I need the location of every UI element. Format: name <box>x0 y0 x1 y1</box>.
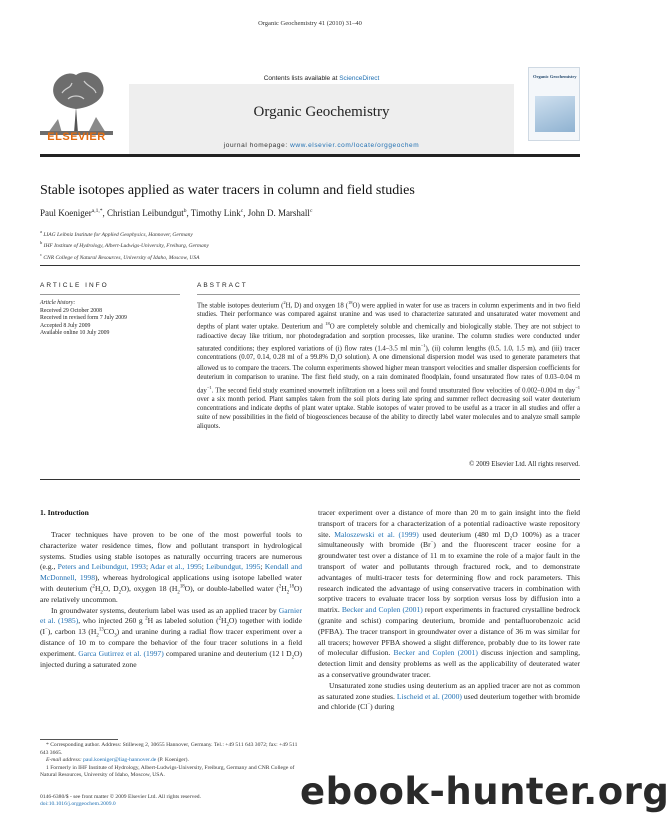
abstract-copyright: © 2009 Elsevier Ltd. All rights reserved. <box>469 461 580 468</box>
history-accepted: Accepted 8 July 2009 <box>40 322 91 329</box>
abstract-bottom-rule <box>40 479 580 480</box>
footnote-formerly: 1 Formerly in IHF Institute of Hydrology, Albert-Ludwigs-University, Freiburg, Germany and CNR College of Natural Resources, University of Idaho, Moscow, USA. <box>40 764 295 779</box>
homepage-prefix: journal homepage: <box>223 142 291 149</box>
article-info-heading: ARTICLE INFO <box>40 282 109 289</box>
email-label: E-mail address: <box>46 757 84 764</box>
affiliations <box>40 228 580 262</box>
doi-link[interactable]: doi:10.1016/j.orggeochem.2009.0 <box>40 801 116 808</box>
article-identifiers <box>40 794 300 808</box>
abstract-text: The stable isotopes deuterium ($^2$H, D) and oxygen 18 ($^{18}$O) were applied in water for use as tracers in column experiments and in two field studies. Their performance was compared against uranine and was used to characterize saturated and unsaturated water movement and depths of plant water uptake. Deuterium and $^{18}$O are completely soluble and chemically and biologically stable. They are not subject to radioactive decay like tritium, nor photodegradation and sorption processes, like uranine. The column studies were conducted under saturated conditions; they explored variations of (i) flow rates (1.4–3.5 ml $\min^{-1}$), (ii) column lengths (0.5, 1.0, 1.5 m), and (iii) tracer concentrations (0.07, 0.14, 0.28 ml of a 99.8% $D_2O$ solution). A one dimensional dispersion model was used to generate parameters that allowed us to compare the tracers. The column experiments showed higher mean transport velocities and smaller dispersion coefficients for deuterium in comparison to uranine. The first field study, on a rain dominated floodplain, found unsaturated flow rates of 0.03–0.04 m day$^{-1}$. The second field study examined snowmelt infiltration on a loess soil and found unsaturated flow velocities of 0.002–0.004 m day$^{-1}$ over a six month period. Plant samples taken from the soil plots during late spring and summer reflect decreasing soil water deuterium concentrations and indicate depths of plant water uptake. Stable isotopes of water proved to be useful as a tracer in all studies and offer a suite of new possibilities in the field of biogeosciences because of the ability to directly label water molecules and to analyze small sample aliquots. <box>197 300 580 430</box>
contents-prefix: Contents lists available at <box>263 75 340 82</box>
elsevier-tree-logo <box>40 67 113 137</box>
affiliation-item <box>40 251 580 262</box>
elsevier-wordmark: ELSEVIER <box>47 131 106 143</box>
author-marks[interactable]: c <box>240 208 244 214</box>
author-marks[interactable]: c <box>309 208 313 214</box>
history-label: Article history: <box>40 300 76 306</box>
abstract-heading: ABSTRACT <box>197 282 248 289</box>
email-suffix: (P. Koeniger). <box>156 757 189 764</box>
body-paragraph: Tracer techniques have proven to be one of the most powerful tools to characterize water residence times, flow and pollutant transport in hydrological systems. Studies using stable isotopes as naturally occurring tracers are numerous (e.g., Peters and Leibundgut, 1993; Adar et al., 1995; Leibundgut, 1995; Kendall and McDonnell, 1998), whereas hydrological applications using isotope labelled water with deuterium ($^2H_2O$, $D_2O$), oxygen 18 $(H_2^{18}O)$, or double-labelled water $(^2H_2^{18}O)$ are relatively uncommon. <box>40 530 302 604</box>
footnotes <box>40 742 302 780</box>
author-list: Paul Koeniger$^{a,1,*}$, Christian Leibundgut$^b$, Timothy Link$^c$, John D. Marshall$^c$ <box>40 208 313 218</box>
email-link[interactable]: paul.koeniger@liag-hannover.de <box>83 757 157 764</box>
journal-homepage <box>129 142 514 149</box>
body-column-left <box>40 530 302 670</box>
author-name: John D. Marshall <box>247 208 310 218</box>
issn-line: 0146-6380/$ - see front matter © 2009 Elsevier Ltd. All rights reserved. <box>40 794 201 800</box>
affiliation-mark: a <box>40 229 42 234</box>
history-received: Received 29 October 2008 <box>40 307 102 314</box>
affiliation-text: LIAG Leibniz Institute for Applied Geophysics, Hannover, Germany <box>43 231 193 238</box>
cover-title: Organic Geochemistry <box>533 74 577 79</box>
affiliation-item <box>40 239 580 250</box>
affiliation-text: CNR College of Natural Resources, University of Idaho, Moscow, USA <box>43 254 200 261</box>
body-column-right <box>318 508 580 713</box>
article-title: Stable isotopes applied as water tracers in column and field studies <box>40 183 415 198</box>
body-paragraph: In groundwater systems, deuterium label was used as an applied tracer by Garnier et al. (1985), who injected 260 g $^2$H as labeled solution $(^2H_2O)$ together with iodide (I−), carbon 13 $(H_2^{13}CO_3)$ and uranine during a radial flow tracer experiment over a distance of 10 m to compare the behavior of the four tracer solutions in a field experiment. Garca Gutirrez et al. (1997) compared uranine and deuterium (12 l $D_2O$) injected during a saturated zone <box>40 605 303 669</box>
affiliation-mark: c <box>40 251 42 257</box>
watermark-text: ebook-hunter.org <box>300 770 669 813</box>
body-paragraph: Unsaturated zone studies using deuterium as an applied tracer are not as common as saturated zone studies. Lischeid et al. (2000) used deuterium together with bromide and chloride (Cl−) during <box>318 680 580 712</box>
front-matter-rule <box>40 265 580 266</box>
header-rule <box>40 154 580 157</box>
journal-header <box>40 30 580 153</box>
history-revised: Received in revised form 7 July 2009 <box>40 315 127 322</box>
footnote-email <box>40 757 302 765</box>
affiliation-item <box>40 228 580 239</box>
sciencedirect-link[interactable]: ScienceDirect <box>339 75 380 82</box>
author-marks[interactable]: b <box>183 208 187 214</box>
author-name: Timothy Link <box>190 208 241 218</box>
footnote-corresponding: * Corresponding author. Address: Stilleweg 2, 30655 Hannover, Germany. Tel.: +49 511 643 3072; fax: +49 511 643 3665. <box>40 742 298 756</box>
homepage-link[interactable]: www.elsevier.com/locate/orggeochem <box>290 142 420 149</box>
body-paragraph: tracer experiment over a distance of more than 20 m to gain insight into the field transport of tracers for a characterization of a potential radioactive waste repository site. Maloszewski et al. (1999) used deuterium (480 ml $D_2O$ 100%) as a tracer simultaneously with bromide (Br−) and the fluorescent tracer eosine for a groundwater test over a distance of 11 m to examine the role of a major fault in the transport of water and pollutants through fractured rock, and to demonstrate advantages of multi-tracer tests for determining flow and rock parameters. This research indicated the advantage of using conservative tracers in combination with sorptive tracers to evaluate tracer loss by sorption versus loss by diffusion into a matrix. Becker and Coplen (2001) report experiments in fractured crystalline bedrock (granite and schist) comparing deuterium, bromide and pentafluorobenzoic acid (PFBA). The tracer transport in groundwater over a distance of 36 m was similar for all tracers; however PFBA showed a slight difference, probably due to its lower rate of molecular diffusion. Becker and Coplen (2001) discuss injection and sampling, detection limit and density problems as well as the applicability of deuterated water as a conservative groundwater tracer. <box>318 508 581 679</box>
author-marks[interactable]: a,1,* <box>91 208 103 214</box>
journal-title-band <box>129 84 514 154</box>
cover-image <box>535 96 575 132</box>
article-history <box>40 300 180 338</box>
contents-line <box>129 75 514 82</box>
affiliation-mark: b <box>40 240 43 246</box>
author-name: Paul Koeniger <box>40 208 92 218</box>
journal-citation: Organic Geochemistry 41 (2010) 31–40 <box>258 20 362 27</box>
history-online: Available online 10 July 2009 <box>40 330 110 337</box>
author-name: Christian Leibundgut <box>106 208 184 218</box>
journal-title: Organic Geochemistry <box>253 104 390 120</box>
affiliation-text: IHF Institute of Hydrology, Albert-Ludwigs-University, Freiburg, Germany <box>43 243 209 250</box>
journal-cover-thumbnail <box>528 67 580 141</box>
abstract-rule <box>197 294 580 295</box>
footnote-rule <box>40 739 118 740</box>
article-info-rule <box>40 294 180 295</box>
introduction-heading: 1. Introduction <box>40 508 89 517</box>
